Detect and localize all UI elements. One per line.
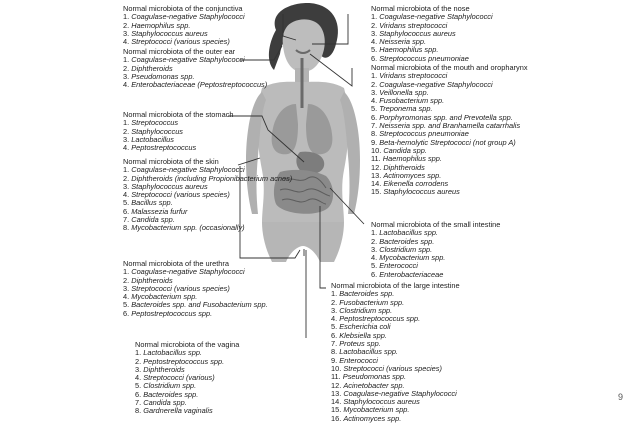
- item-number: 2.: [123, 20, 130, 30]
- item-number: 3.: [331, 305, 338, 315]
- organism-name: Pseudomonas spp.: [131, 71, 195, 81]
- organism-name: Coagulase-negative Staphylococci: [379, 12, 493, 22]
- item-number: 4.: [123, 292, 130, 302]
- microbe-list: [123, 268, 268, 318]
- item-number: 8.: [135, 406, 142, 416]
- organism-name: Candida spp.: [131, 215, 175, 225]
- organism-name: Fusobacterium spp.: [379, 96, 445, 106]
- item-number: 2.: [123, 173, 130, 183]
- microbe-list: [123, 119, 234, 152]
- item-number: 9.: [331, 355, 338, 365]
- microbe-list: [371, 72, 528, 196]
- item-number: 15.: [331, 405, 342, 415]
- organism-name: Veillonella spp.: [379, 87, 429, 97]
- section-vagina: [135, 341, 239, 416]
- section-outer-ear: [123, 48, 267, 89]
- item-number: 3.: [123, 71, 130, 81]
- microbe-item: [371, 271, 500, 279]
- section-nose: [371, 5, 493, 63]
- microbe-item: [123, 310, 268, 318]
- item-number: 6.: [371, 53, 378, 63]
- item-number: 15.: [371, 187, 382, 197]
- microbe-list: [371, 229, 500, 279]
- item-number: 5.: [371, 261, 378, 271]
- item-number: 1.: [331, 289, 338, 299]
- section-title: Normal microbiota of the large intestine: [331, 281, 460, 290]
- microbe-item: [123, 81, 267, 89]
- section-title: Normal microbiota of the urethra: [123, 259, 229, 268]
- microbe-item: [123, 224, 292, 232]
- item-number: 4.: [135, 373, 142, 383]
- organism-name: Peptostreptococcus spp.: [339, 314, 421, 324]
- organism-name: Actinomyces spp.: [343, 413, 402, 423]
- organism-name: Enterobacteriaceae (Peptostreptococcus): [131, 80, 268, 90]
- microbe-item: [123, 144, 234, 152]
- figure-head: [283, 19, 325, 72]
- item-number: 6.: [371, 269, 378, 279]
- microbe-list: [123, 56, 267, 89]
- item-number: 6.: [135, 389, 142, 399]
- organism-name: Beta-hemolytic Streptococci (not group A): [379, 137, 516, 147]
- organism-name: Staphylococcus aureus: [343, 397, 420, 407]
- section-stomach: [123, 111, 234, 152]
- item-number: 4.: [331, 314, 338, 324]
- organism-name: Fusobacterium spp.: [339, 297, 405, 307]
- item-number: 2.: [123, 63, 130, 73]
- item-number: 3.: [123, 283, 130, 293]
- item-number: 2.: [371, 236, 378, 246]
- item-number: 2.: [135, 356, 142, 366]
- section-mouth-oropharynx: [371, 64, 528, 197]
- organism-name: Staphylococcus aureus: [131, 28, 208, 38]
- item-number: 12.: [371, 162, 382, 172]
- item-number: 1.: [371, 228, 378, 238]
- organism-name: Coagulase-negative Staphylococci: [131, 12, 245, 22]
- organism-name: Bacteroides spp.: [143, 389, 199, 399]
- organism-name: Viridans streptococci: [379, 71, 448, 81]
- item-number: 5.: [135, 381, 142, 391]
- organism-name: Clostridium spp.: [379, 244, 433, 254]
- item-number: 13.: [371, 170, 382, 180]
- organism-name: Diphtheroids (including Propionibacterium acnes): [131, 173, 293, 183]
- item-number: 3.: [123, 181, 130, 191]
- item-number: 13.: [331, 388, 342, 398]
- item-number: 6.: [123, 206, 130, 216]
- item-number: 8.: [331, 347, 338, 357]
- organism-name: Streptococcus pneumoniae: [379, 129, 469, 139]
- item-number: 4.: [123, 37, 130, 47]
- item-number: 6.: [123, 308, 130, 318]
- item-number: 5.: [123, 198, 130, 208]
- organism-name: Candida spp.: [383, 145, 427, 155]
- microbe-list: [135, 349, 239, 415]
- organism-name: Clostridium spp.: [143, 381, 197, 391]
- section-title: Normal microbiota of the vagina: [135, 340, 240, 349]
- organism-name: Mycobacterium spp.: [343, 405, 410, 415]
- item-number: 10.: [331, 363, 342, 373]
- organism-name: Proteus spp.: [339, 339, 381, 349]
- organism-name: Mycobacterium spp. (occasionally): [131, 223, 245, 233]
- organism-name: Clostridium spp.: [339, 305, 393, 315]
- item-number: 5.: [123, 300, 130, 310]
- item-number: 1.: [123, 165, 130, 175]
- item-number: 1.: [123, 12, 130, 22]
- organism-name: Mycobacterium spp.: [379, 253, 446, 263]
- item-number: 3.: [135, 364, 142, 374]
- microbe-list: [331, 290, 460, 423]
- organism-name: Escherichia coli: [339, 322, 391, 332]
- item-number: 4.: [371, 37, 378, 47]
- organism-name: Neisseria spp.: [379, 37, 427, 47]
- organism-name: Diphtheroids: [143, 364, 185, 374]
- organism-name: Bacillus spp.: [131, 198, 173, 208]
- item-number: 1.: [123, 118, 130, 128]
- item-number: 7.: [135, 398, 142, 408]
- item-number: 1.: [371, 12, 378, 22]
- section-title: Normal microbiota of the conjunctiva: [123, 4, 243, 13]
- organism-name: Haemophilus spp.: [131, 20, 191, 30]
- section-title: Normal microbiota of the outer ear: [123, 47, 236, 56]
- organism-name: Peptostreptococcus spp.: [131, 308, 213, 318]
- item-number: 2.: [371, 79, 378, 89]
- organism-name: Streptococcus: [131, 118, 179, 128]
- item-number: 2.: [331, 297, 338, 307]
- item-number: 6.: [371, 112, 378, 122]
- organism-name: Porphyromonas spp. and Prevotella spp.: [379, 112, 513, 122]
- item-number: 2.: [371, 20, 378, 30]
- organism-name: Coagulase-negative Staphylococci: [131, 267, 245, 277]
- item-number: 4.: [371, 96, 378, 106]
- organism-name: Diphtheroids: [131, 63, 173, 73]
- organism-name: Coagulase-negative Staphylococci: [379, 79, 493, 89]
- organism-name: Peptostreptococcus: [131, 143, 197, 153]
- organism-name: Candida spp.: [143, 398, 187, 408]
- section-title: Normal microbiota of the mouth and oropharynx: [371, 63, 528, 72]
- organism-name: Actinomyces spp.: [383, 170, 442, 180]
- item-number: 5.: [371, 45, 378, 55]
- item-number: 7.: [331, 339, 338, 349]
- microbe-item: [123, 38, 245, 46]
- section-title: Normal microbiota of the stomach: [123, 110, 234, 119]
- organism-name: Streptococci (various species): [131, 283, 230, 293]
- microbe-list: [123, 13, 245, 46]
- item-number: 16.: [331, 413, 342, 423]
- organism-name: Viridans streptococci: [379, 20, 448, 30]
- item-number: 4.: [123, 143, 130, 153]
- organism-name: Eikenella corrodens: [383, 179, 449, 189]
- organism-name: Streptococci (various species): [131, 37, 230, 47]
- organism-name: Coagulase-negative Staphylococci: [131, 165, 245, 175]
- organism-name: Malassezia furfur: [131, 206, 188, 216]
- item-number: 7.: [371, 121, 378, 131]
- item-number: 2.: [123, 275, 130, 285]
- organism-name: Treponema spp.: [379, 104, 433, 114]
- organism-name: Haemophilus spp.: [379, 45, 439, 55]
- item-number: 8.: [123, 223, 130, 233]
- organism-name: Lactobacillus spp.: [143, 348, 202, 358]
- organism-name: Diphtheroids: [131, 275, 173, 285]
- organism-name: Bacteroides spp.: [339, 289, 395, 299]
- item-number: 2.: [123, 126, 130, 136]
- item-number: 7.: [123, 215, 130, 225]
- organism-name: Diphtheroids: [383, 162, 425, 172]
- item-number: 3.: [371, 87, 378, 97]
- item-number: 1.: [135, 348, 142, 358]
- microbe-item: [135, 407, 239, 415]
- section-title: Normal microbiota of the nose: [371, 4, 470, 13]
- item-number: 1.: [123, 55, 130, 65]
- section-skin: [123, 158, 292, 233]
- organism-name: Staphylococcus: [131, 126, 183, 136]
- microbe-item: [371, 55, 493, 63]
- section-large-intestine: [331, 282, 460, 423]
- item-number: 14.: [331, 397, 342, 407]
- organism-name: Neisseria spp. and Branhamella catarrhalis: [379, 121, 521, 131]
- organism-name: Lactobacillus spp.: [379, 228, 438, 238]
- item-number: 5.: [331, 322, 338, 332]
- organism-name: Klebsiella spp.: [339, 330, 387, 340]
- section-title: Normal microbiota of the small intestine: [371, 220, 501, 229]
- organism-name: Gardnerella vaginalis: [143, 406, 213, 416]
- item-number: 6.: [331, 330, 338, 340]
- organism-name: Enterococci: [379, 261, 418, 271]
- microbe-item: [371, 188, 528, 196]
- organism-name: Enterobacteriaceae: [379, 269, 444, 279]
- organism-name: Haemophilus spp.: [382, 154, 442, 164]
- organism-name: Bacteroides spp. and Fusobacterium spp.: [131, 300, 268, 310]
- item-number: 4.: [371, 253, 378, 263]
- item-number: 14.: [371, 179, 382, 189]
- organism-name: Lactobacillus: [131, 134, 174, 144]
- microbe-list: [371, 13, 493, 63]
- item-number: 3.: [123, 134, 130, 144]
- item-number: 3.: [123, 28, 130, 38]
- organism-name: Peptostreptococcus spp.: [143, 356, 225, 366]
- item-number: 4.: [123, 80, 130, 90]
- organism-name: Coagulase-negative Staphylococci: [343, 388, 457, 398]
- organism-name: Staphylococcus aureus: [383, 187, 460, 197]
- organism-name: Pseudomonas spp.: [342, 372, 407, 382]
- item-number: 3.: [371, 28, 378, 38]
- section-small-intestine: [371, 221, 500, 279]
- organism-name: Enterococci: [339, 355, 378, 365]
- item-number: 4.: [123, 190, 130, 200]
- organism-name: Staphylococcus aureus: [131, 181, 208, 191]
- item-number: 12.: [331, 380, 342, 390]
- organism-name: Streptococcus pneumoniae: [379, 53, 469, 63]
- item-number: 8.: [371, 129, 378, 139]
- item-number: 3.: [371, 244, 378, 254]
- organism-name: Mycobacterium spp.: [131, 292, 198, 302]
- organism-name: Streptococci (various): [143, 373, 215, 383]
- organism-name: Bacteroides spp.: [379, 236, 435, 246]
- organism-name: Staphylococcus aureus: [379, 28, 456, 38]
- item-number: 11.: [331, 372, 341, 382]
- organism-name: Lactobacillus spp.: [339, 347, 398, 357]
- organism-name: Streptococci (various species): [343, 363, 442, 373]
- item-number: 11.: [371, 154, 381, 164]
- section-title: Normal microbiota of the skin: [123, 157, 219, 166]
- microbe-list: [123, 166, 292, 232]
- item-number: 10.: [371, 145, 382, 155]
- page-number: 9: [618, 392, 624, 402]
- section-urethra: [123, 260, 268, 318]
- organism-name: Acinetobacter spp.: [343, 380, 405, 390]
- item-number: 5.: [371, 104, 378, 114]
- section-conjunctiva: [123, 5, 245, 46]
- leader-mouth: [310, 54, 352, 86]
- item-number: 1.: [371, 71, 378, 81]
- item-number: 9.: [371, 137, 378, 147]
- organism-name: Streptococci (various species): [131, 190, 230, 200]
- item-number: 1.: [123, 267, 130, 277]
- organism-name: Coagulase-negative Staphylococci: [131, 55, 245, 65]
